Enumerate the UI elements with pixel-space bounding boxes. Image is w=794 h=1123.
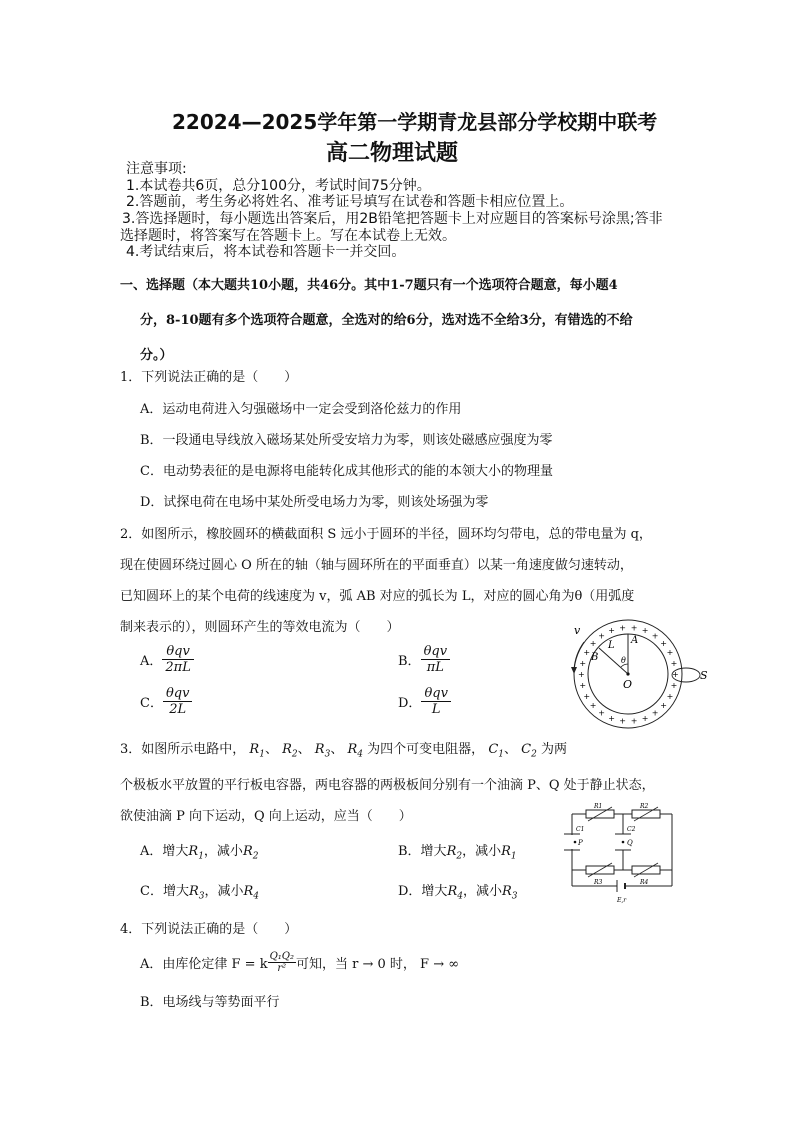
notice-item-3-cont: 选择题时，将答案写在答题卡上。写在本试卷上无效。 bbox=[120, 228, 456, 244]
q2-line1: 2．如图所示，橡胶圆环的横截面积 S 远小于圆环的半径，圆环均匀带电，总的带电量为 q， bbox=[120, 527, 652, 542]
q2-option-a-fraction bbox=[162, 644, 193, 675]
q2-d-numerator: θqv bbox=[421, 686, 451, 702]
label-c2: C2 bbox=[627, 826, 636, 833]
label-a: A bbox=[631, 635, 639, 646]
q3-line3: 欲使油滴 P 向下运动，Q 向上运动，应当（ ） bbox=[120, 809, 412, 824]
ring-plus-sign: + bbox=[660, 638, 667, 648]
ring-plus-sign: + bbox=[619, 716, 627, 726]
resistor-r4-arrow bbox=[634, 863, 658, 877]
notice-item-4: 4.考试结束后，将本试卷和答题卡一并交回。 bbox=[126, 244, 406, 260]
ring-plus-sign: + bbox=[651, 708, 659, 718]
r1-symbol: $R_1$ bbox=[249, 742, 265, 760]
q2-option-b-fraction bbox=[421, 644, 451, 675]
label-l: L bbox=[608, 640, 615, 651]
q4-a-prefix: A．由库伦定律 F = k bbox=[140, 957, 268, 972]
ring-plus-sign: + bbox=[666, 691, 674, 701]
notice-item-1: 1.本试卷共6页，总分100分，考试时间75分钟。 bbox=[126, 178, 431, 194]
section-heading-line2: 分，8-10题有多个选项符合题意，全选对的给6分，选对选不全给3分，有错选的不给 bbox=[140, 313, 633, 328]
velocity-arrowhead bbox=[571, 667, 577, 674]
q2-option-c-fraction bbox=[163, 686, 193, 717]
q1-option-d: D．试探电荷在电场中某处所受电场力为零，则该处场强为零 bbox=[140, 495, 489, 510]
q2-option-a bbox=[140, 644, 194, 675]
q3-option-d: D．增大$R_4$，减小$R_3$ bbox=[398, 884, 518, 902]
label-s: S bbox=[700, 669, 708, 682]
ring-plus-sign: + bbox=[579, 681, 587, 691]
sep4: 、 bbox=[504, 742, 518, 757]
label-o: O bbox=[623, 678, 633, 691]
q4-option-b: B．电场线与等势面平行 bbox=[140, 995, 280, 1010]
ring-plus-sign: + bbox=[670, 658, 678, 668]
label-r3: R3 bbox=[594, 879, 603, 886]
droplet-p bbox=[574, 841, 577, 844]
q3-line1-b: 为四个可变电阻器， bbox=[367, 742, 485, 757]
q2-b-denominator: πL bbox=[426, 660, 444, 675]
ring-plus-sign: + bbox=[598, 708, 606, 718]
q1-option-a: A．运动电荷进入匀强磁场中一定会受到洛伦兹力的作用 bbox=[140, 402, 462, 417]
notice-item-2: 2.答题前，考生务必将姓名、准考证号填写在试卷和答题卡相应位置上。 bbox=[126, 194, 574, 210]
q3-line1 bbox=[120, 738, 567, 760]
ring-plus-sign: + bbox=[608, 713, 616, 723]
ring-plus-sign: + bbox=[670, 681, 678, 691]
q1-option-c: C．电动势表征的是电源将电能转化成其他形式的能的本领大小的物理量 bbox=[140, 464, 553, 479]
sep2: 、 bbox=[297, 742, 311, 757]
label-c1: C1 bbox=[576, 826, 585, 833]
q2-line3: 已知圆环上的某个电荷的线速度为 v，弧 AB 对应的弧长为 L，对应的圆心角为θ（用弧度 bbox=[120, 589, 635, 604]
q2-option-b-label: B． bbox=[398, 654, 421, 669]
q4-coulomb-fraction bbox=[268, 951, 296, 974]
q3-line1-a: 3．如图所示电路中， bbox=[120, 742, 246, 757]
q2-a-numerator: θqv bbox=[162, 644, 193, 660]
droplet-q bbox=[622, 841, 625, 844]
q2-option-d-label: D． bbox=[398, 696, 422, 711]
ring-plus-sign: + bbox=[672, 670, 679, 679]
c1-symbol: $C_1$ bbox=[488, 742, 504, 760]
q2-line2: 现在使圆环绕过圆心 O 所在的轴（轴与圆环所在的平面垂直）以某一角速度做匀速转动， bbox=[120, 558, 633, 573]
notice-item-3: 3.答选择题时，每小题选出答案后，用2B铅笔把答题卡上对应题目的答案标号涂黑;答非 bbox=[122, 211, 663, 227]
q3-line2: 个极板水平放置的平行板电容器，两电容器的两极板间分别有一个油滴 P、Q 处于静止状态， bbox=[120, 778, 655, 793]
exam-title: 22024—2025学年第一学期青龙县部分学校期中联考 bbox=[172, 110, 658, 134]
ring-plus-sign: + bbox=[589, 638, 597, 648]
q4-frac-denominator: r² bbox=[277, 963, 287, 974]
ring-plus-sign: + bbox=[598, 631, 606, 641]
q3-option-b: B．增大$R_2$，减小$R_1$ bbox=[398, 844, 517, 862]
q2-d-denominator: L bbox=[431, 702, 441, 717]
sep3: 、 bbox=[330, 742, 344, 757]
q2-ring-figure bbox=[560, 618, 710, 730]
q2-option-d-fraction bbox=[421, 686, 451, 717]
q4-stem: 4．下列说法正确的是（ ） bbox=[120, 922, 298, 937]
section-heading-line3: 分。） bbox=[140, 348, 173, 363]
ring-plus-sign: + bbox=[641, 626, 649, 636]
ring-plus-sign: + bbox=[579, 658, 587, 668]
q4-option-a bbox=[140, 951, 459, 974]
q2-b-numerator: θqv bbox=[421, 644, 451, 660]
q4-frac-numerator: Q₁Q₂ bbox=[269, 951, 294, 962]
q2-option-d bbox=[398, 686, 451, 717]
label-v: v bbox=[574, 624, 581, 637]
r3-symbol: $R_3$ bbox=[314, 742, 331, 760]
ring-plus-sign: + bbox=[630, 623, 638, 633]
ring-plus-sign: + bbox=[641, 713, 649, 723]
ring-plus-sign: + bbox=[619, 623, 627, 633]
center-dot bbox=[626, 672, 629, 675]
q2-line4: 制来表示的），则圆环产生的等效电流为（ ） bbox=[120, 620, 400, 635]
capacitor-c1-gap bbox=[570, 835, 574, 849]
label-b: B bbox=[591, 652, 599, 663]
sep1: 、 bbox=[264, 742, 278, 757]
section-heading-line1: 一、选择题（本大题共10小题，共46分。其中1-7题只有一个选项符合题意，每小题4 bbox=[120, 278, 618, 293]
label-p: P bbox=[578, 839, 583, 847]
ring-plus-sign: + bbox=[583, 691, 591, 701]
q4-a-suffix: 可知，当 r → 0 时， F → ∞ bbox=[296, 957, 460, 972]
q2-a-denominator: 2πL bbox=[165, 660, 191, 675]
ring-plus-sign: + bbox=[651, 631, 659, 641]
q1-stem: 1．下列说法正确的是（ ） bbox=[120, 370, 298, 385]
q3-line1-c: 为两 bbox=[540, 742, 567, 757]
notice-heading: 注意事项: bbox=[126, 161, 187, 177]
c2-symbol: $C_2$ bbox=[521, 742, 537, 760]
ring-plus-sign: + bbox=[660, 701, 667, 711]
label-theta: θ bbox=[621, 656, 626, 665]
ring-plus-sign: + bbox=[589, 701, 597, 711]
label-r4: R4 bbox=[640, 879, 649, 886]
q3-option-a: A．增大$R_1$，减小$R_2$ bbox=[140, 844, 259, 862]
q2-option-b bbox=[398, 644, 450, 675]
q2-c-numerator: θqv bbox=[163, 686, 193, 702]
r2-symbol: $R_2$ bbox=[282, 742, 298, 760]
ring-plus-sign: + bbox=[630, 716, 638, 726]
r4-symbol: $R_4$ bbox=[347, 742, 364, 760]
ring-plus-sign: + bbox=[608, 626, 616, 636]
q2-c-denominator: 2L bbox=[169, 702, 187, 717]
q3-circuit-figure bbox=[562, 800, 682, 910]
label-er: E,r bbox=[617, 897, 627, 904]
resistor-r3-arrow bbox=[588, 863, 612, 877]
q2-option-c-label: C． bbox=[140, 696, 163, 711]
q3-option-c: C．增大$R_3$，减小$R_4$ bbox=[140, 884, 260, 902]
ring-plus-sign: + bbox=[666, 648, 674, 658]
q2-option-c bbox=[140, 686, 192, 717]
ring-plus-sign: + bbox=[583, 648, 591, 658]
label-r1: R1 bbox=[594, 803, 603, 810]
exam-subtitle: 高二物理试题 bbox=[326, 141, 459, 166]
q1-option-b: B．一段通电导线放入磁场某处所受安培力为零，则该处磁感应强度为零 bbox=[140, 433, 553, 448]
label-r2: R2 bbox=[640, 803, 649, 810]
q2-option-a-label: A． bbox=[140, 654, 163, 669]
label-q: Q bbox=[627, 839, 633, 847]
ring-plus-sign: + bbox=[578, 670, 585, 679]
